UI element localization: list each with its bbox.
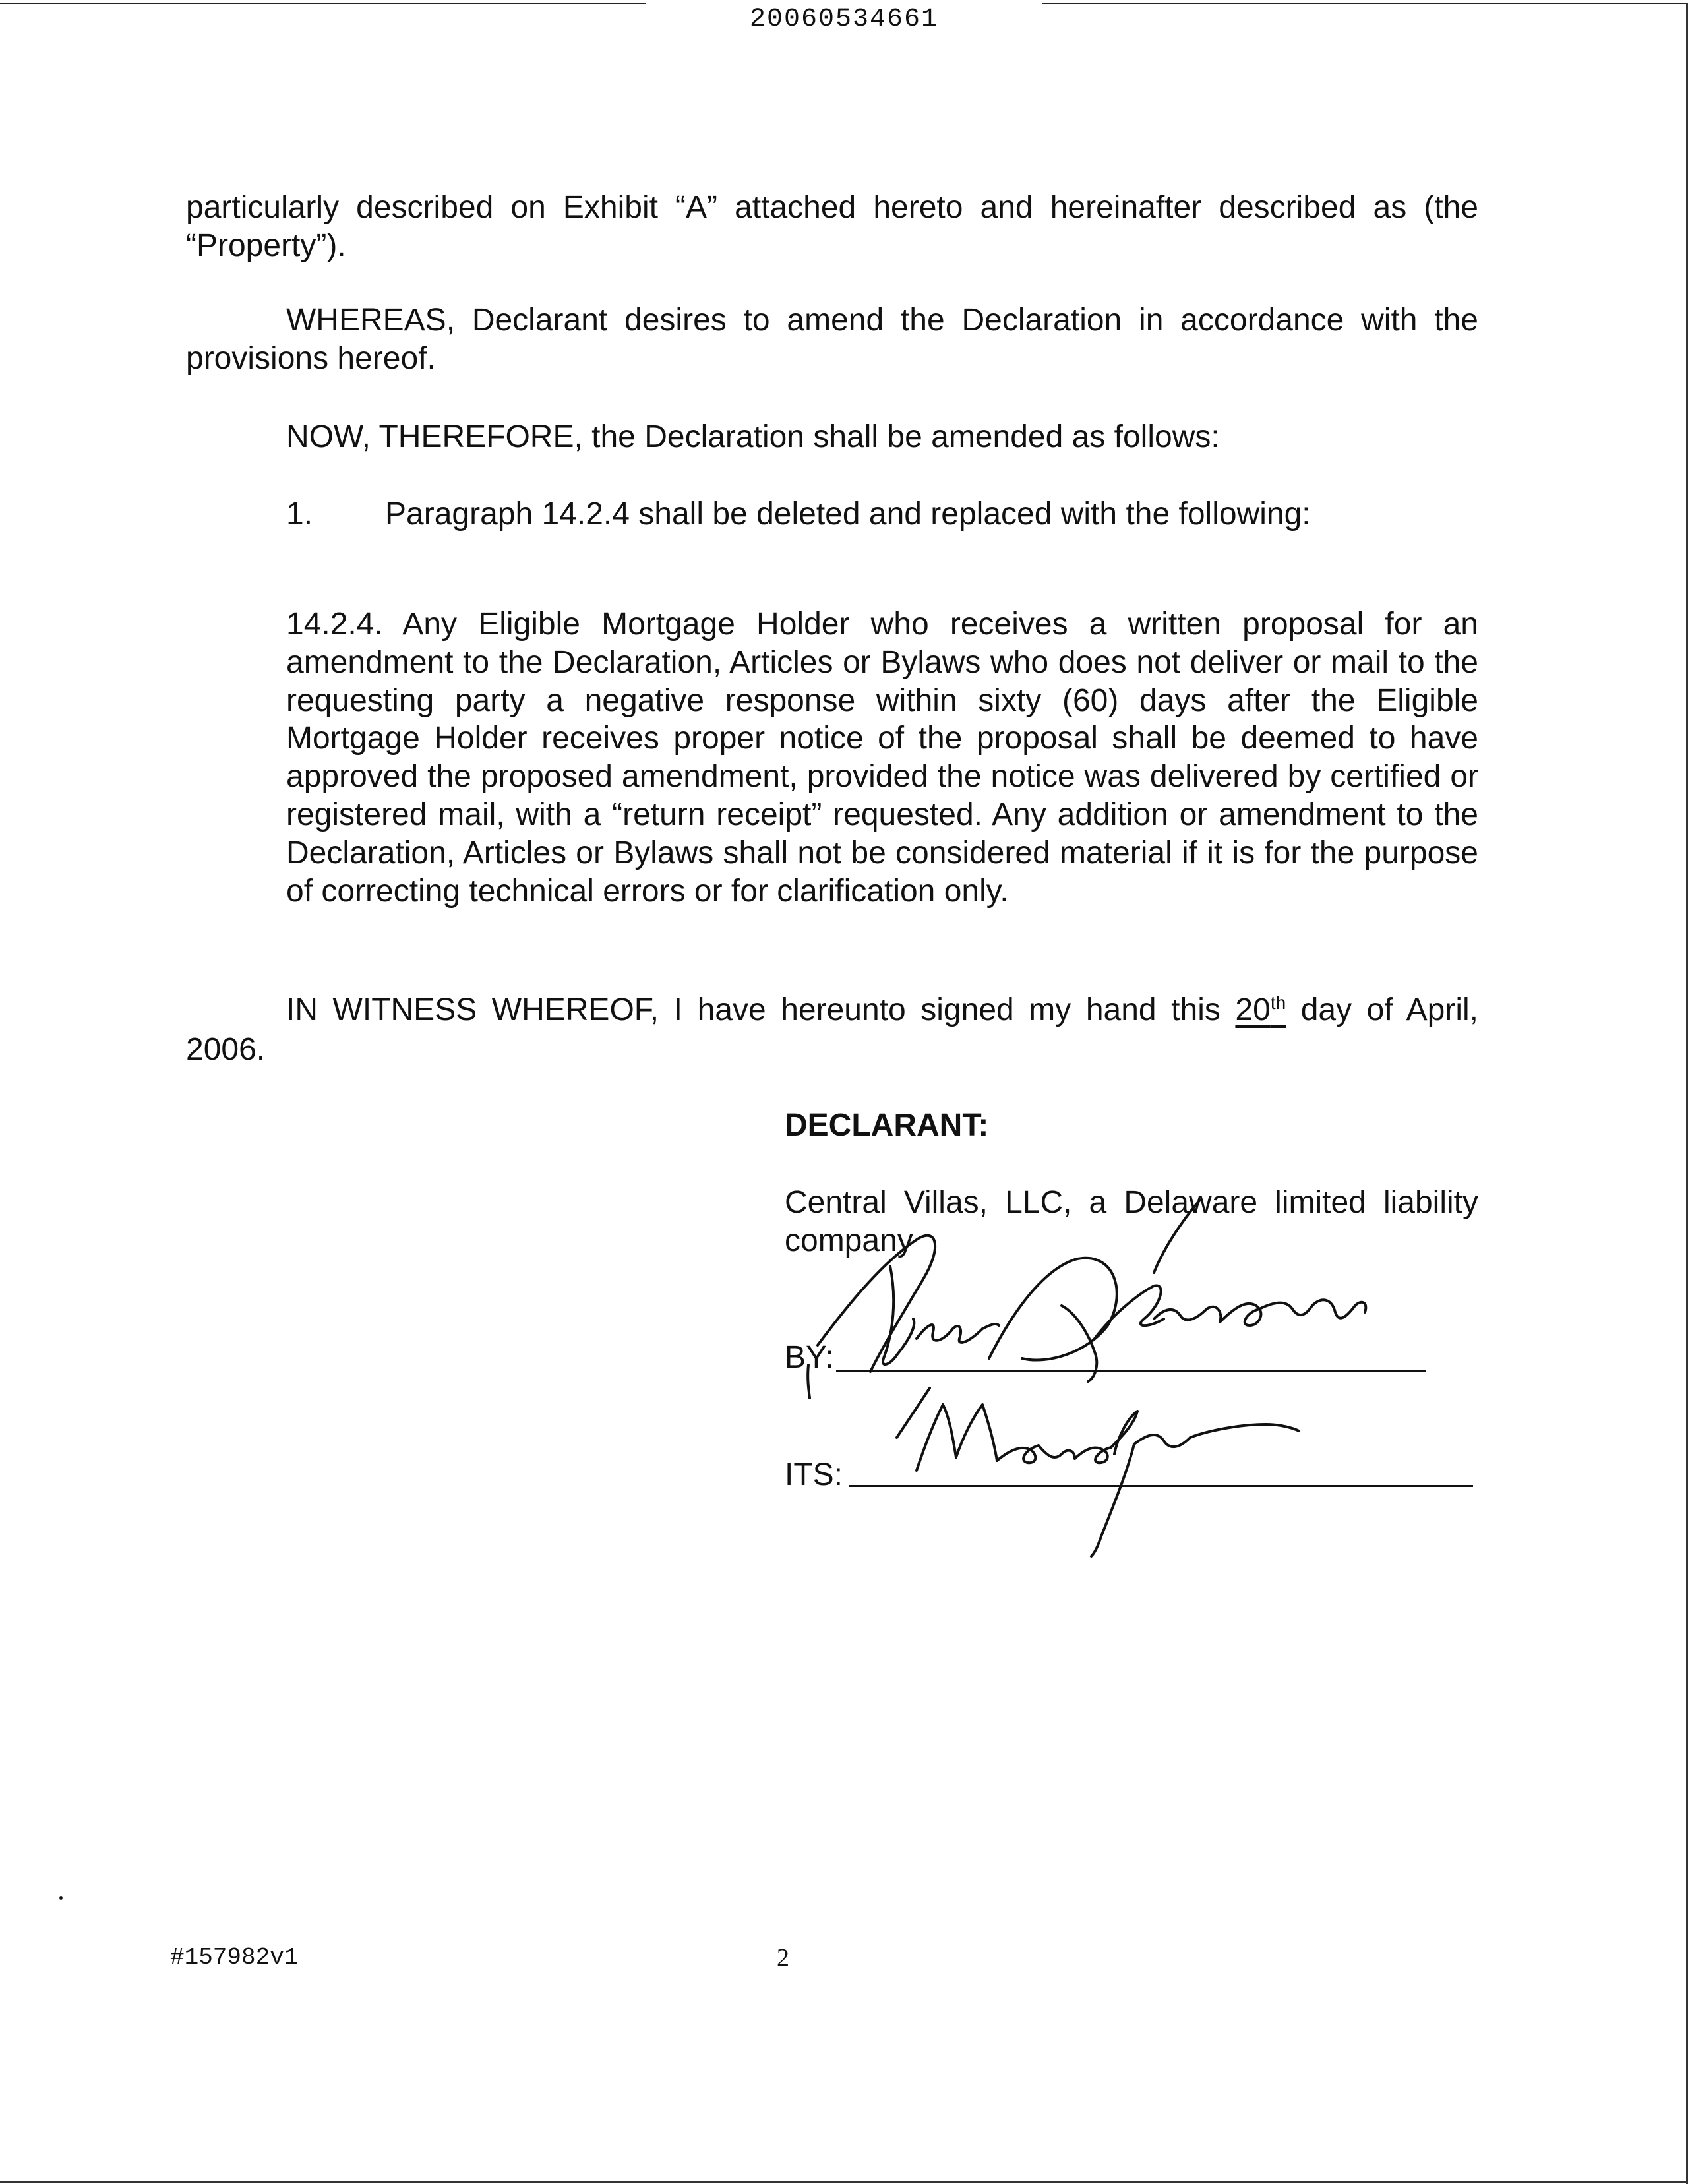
witness-suffix: day of April, [1300,992,1478,1027]
by-label: BY: [785,1340,834,1375]
witness-paragraph [286,991,1478,1029]
intro-paragraph: particularly described on Exhibit “A” attached hereto and hereinafter described as (the “Property”). [186,190,1478,263]
item-text: Paragraph 14.2.4 shall be deleted and replaced with the following: [385,497,1311,531]
scan-speck [59,1896,63,1900]
by-signature-mark [808,1200,1366,1398]
declarant-entity: Central Villas, LLC, a Delaware limited liability company [785,1185,1478,1258]
witness-day-suffix: th [1270,992,1286,1013]
declarant-heading: DECLARANT: [785,1108,989,1143]
amended-paragraph-14-2-4: 14.2.4. Any Eligible Mortgage Holder who receives a written proposal for an amendment to the Declaration, Articles or Bylaws who does not deliver or mail to the requesting party a negative response within sixty (60) days after the Eligible Mortgage Holder receives proper notice of the proposal shall be deemed to have approved the proposed amendment, provided the notice was delivered by certified or registered mail, with a “return receipt” requested. Any addition or amendment to the Declaration, Articles or Bylaws shall not be considered material if it is for the purpose of correcting technical errors or for clarification only. [286,607,1478,909]
page-number: 2 [777,1944,789,1972]
witness-year: 2006. [186,1032,266,1067]
item-number: 1. [286,497,313,531]
whereas-paragraph: WHEREAS, Declarant desires to amend the Declaration in accordance with the provisions hereof. [186,303,1478,376]
document-number: 20060534661 [749,5,939,34]
bottom-border [0,2181,1688,2183]
its-signature-mark [897,1388,1299,1556]
witness-day [1235,992,1286,1027]
witness-day-number: 20 [1235,992,1271,1027]
witness-prefix: IN WITNESS WHEREOF, I have hereunto signed my hand this [286,992,1221,1027]
now-therefore-paragraph: NOW, THEREFORE, the Declaration shall be amended as follows: [286,419,1220,454]
its-label: ITS: [785,1457,843,1492]
footer-document-id: #157982v1 [170,1944,299,1971]
handwritten-signature [785,1200,1510,1556]
